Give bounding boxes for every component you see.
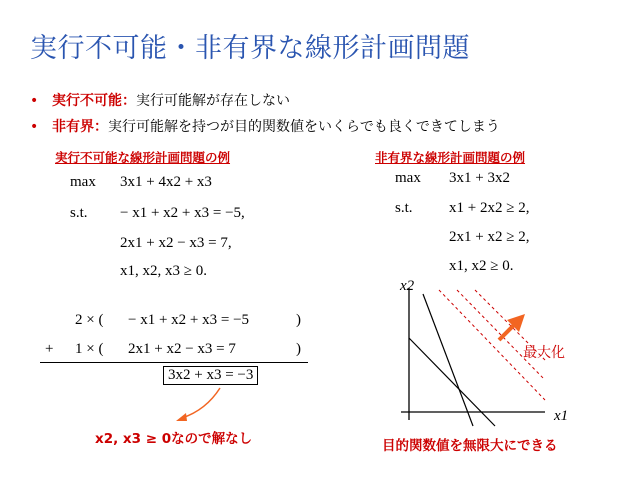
infeasible-max-label: max (70, 174, 96, 190)
constraint-line-1 (409, 338, 495, 426)
y-axis-label: x2 (400, 278, 415, 294)
bullet-text: 実行可能解が存在しない (136, 93, 290, 109)
unbounded-st-label: s.t. (395, 200, 413, 216)
bullet-infeasible (30, 90, 290, 110)
unbounded-constraint-2: 2x1 + x2 ≥ 2, (449, 229, 530, 245)
combination-expr-1: − x1 + x2 + x3 = −5 (128, 312, 250, 328)
combination-close-2: ) (296, 341, 301, 357)
arrow-to-conclusion-icon (170, 384, 230, 426)
x-axis-label: x1 (554, 408, 569, 424)
bullet-dot: • (30, 119, 39, 135)
bullet-term: 非有界 (52, 119, 94, 135)
unbounded-nonneg: x1, x2 ≥ 0. (449, 258, 514, 274)
bullet-text: 実行可能解を持つが目的関数値をいくらでも良くできてしまう (108, 119, 500, 135)
bullet-separator: ： (122, 93, 136, 109)
unbounded-max-label: max (395, 170, 421, 186)
infeasible-constraint-2: 2x1 + x2 − x3 = 7, (120, 235, 232, 251)
bullet-separator: ： (94, 119, 108, 135)
unbounded-objective: 3x1 + 3x2 (449, 170, 510, 186)
infeasible-objective: 3x1 + 4x2 + x3 (120, 174, 212, 190)
bullet-term: 実行不可能 (52, 93, 122, 109)
combination-close-1: ) (296, 312, 301, 328)
infeasible-conclusion: x2, x3 ≥ 0なので解なし (95, 431, 253, 447)
combination-coef-2: 1 × ( (75, 341, 104, 357)
bullet-unbounded (30, 116, 500, 136)
unbounded-heading: 非有界な線形計画問題の例 (375, 150, 526, 165)
combination-result: 3x2 + x3 = −3 (163, 366, 258, 385)
infeasible-nonneg: x1, x2, x3 ≥ 0. (120, 263, 207, 279)
unbounded-caption: 目的関数値を無限大にできる (382, 438, 558, 454)
objective-contour-2 (457, 290, 545, 380)
unbounded-constraint-1: x1 + 2x2 ≥ 2, (449, 200, 530, 216)
infeasible-st-label: s.t. (70, 205, 88, 221)
combination-coef-1: 2 × ( (75, 312, 104, 328)
maximize-label: 最大化 (523, 345, 565, 361)
infeasible-heading: 実行不可能な線形計画問題の例 (55, 150, 231, 165)
combination-expr-2: 2x1 + x2 − x3 = 7 (128, 341, 236, 357)
sum-divider (40, 362, 308, 363)
infeasible-constraint-1: − x1 + x2 + x3 = −5, (120, 205, 245, 221)
bullet-dot: • (30, 93, 39, 109)
feasible-region-plot (395, 280, 635, 440)
page-title: 実行不可能・非有界な線形計画問題 (30, 33, 470, 64)
combination-plus: + (45, 341, 54, 357)
